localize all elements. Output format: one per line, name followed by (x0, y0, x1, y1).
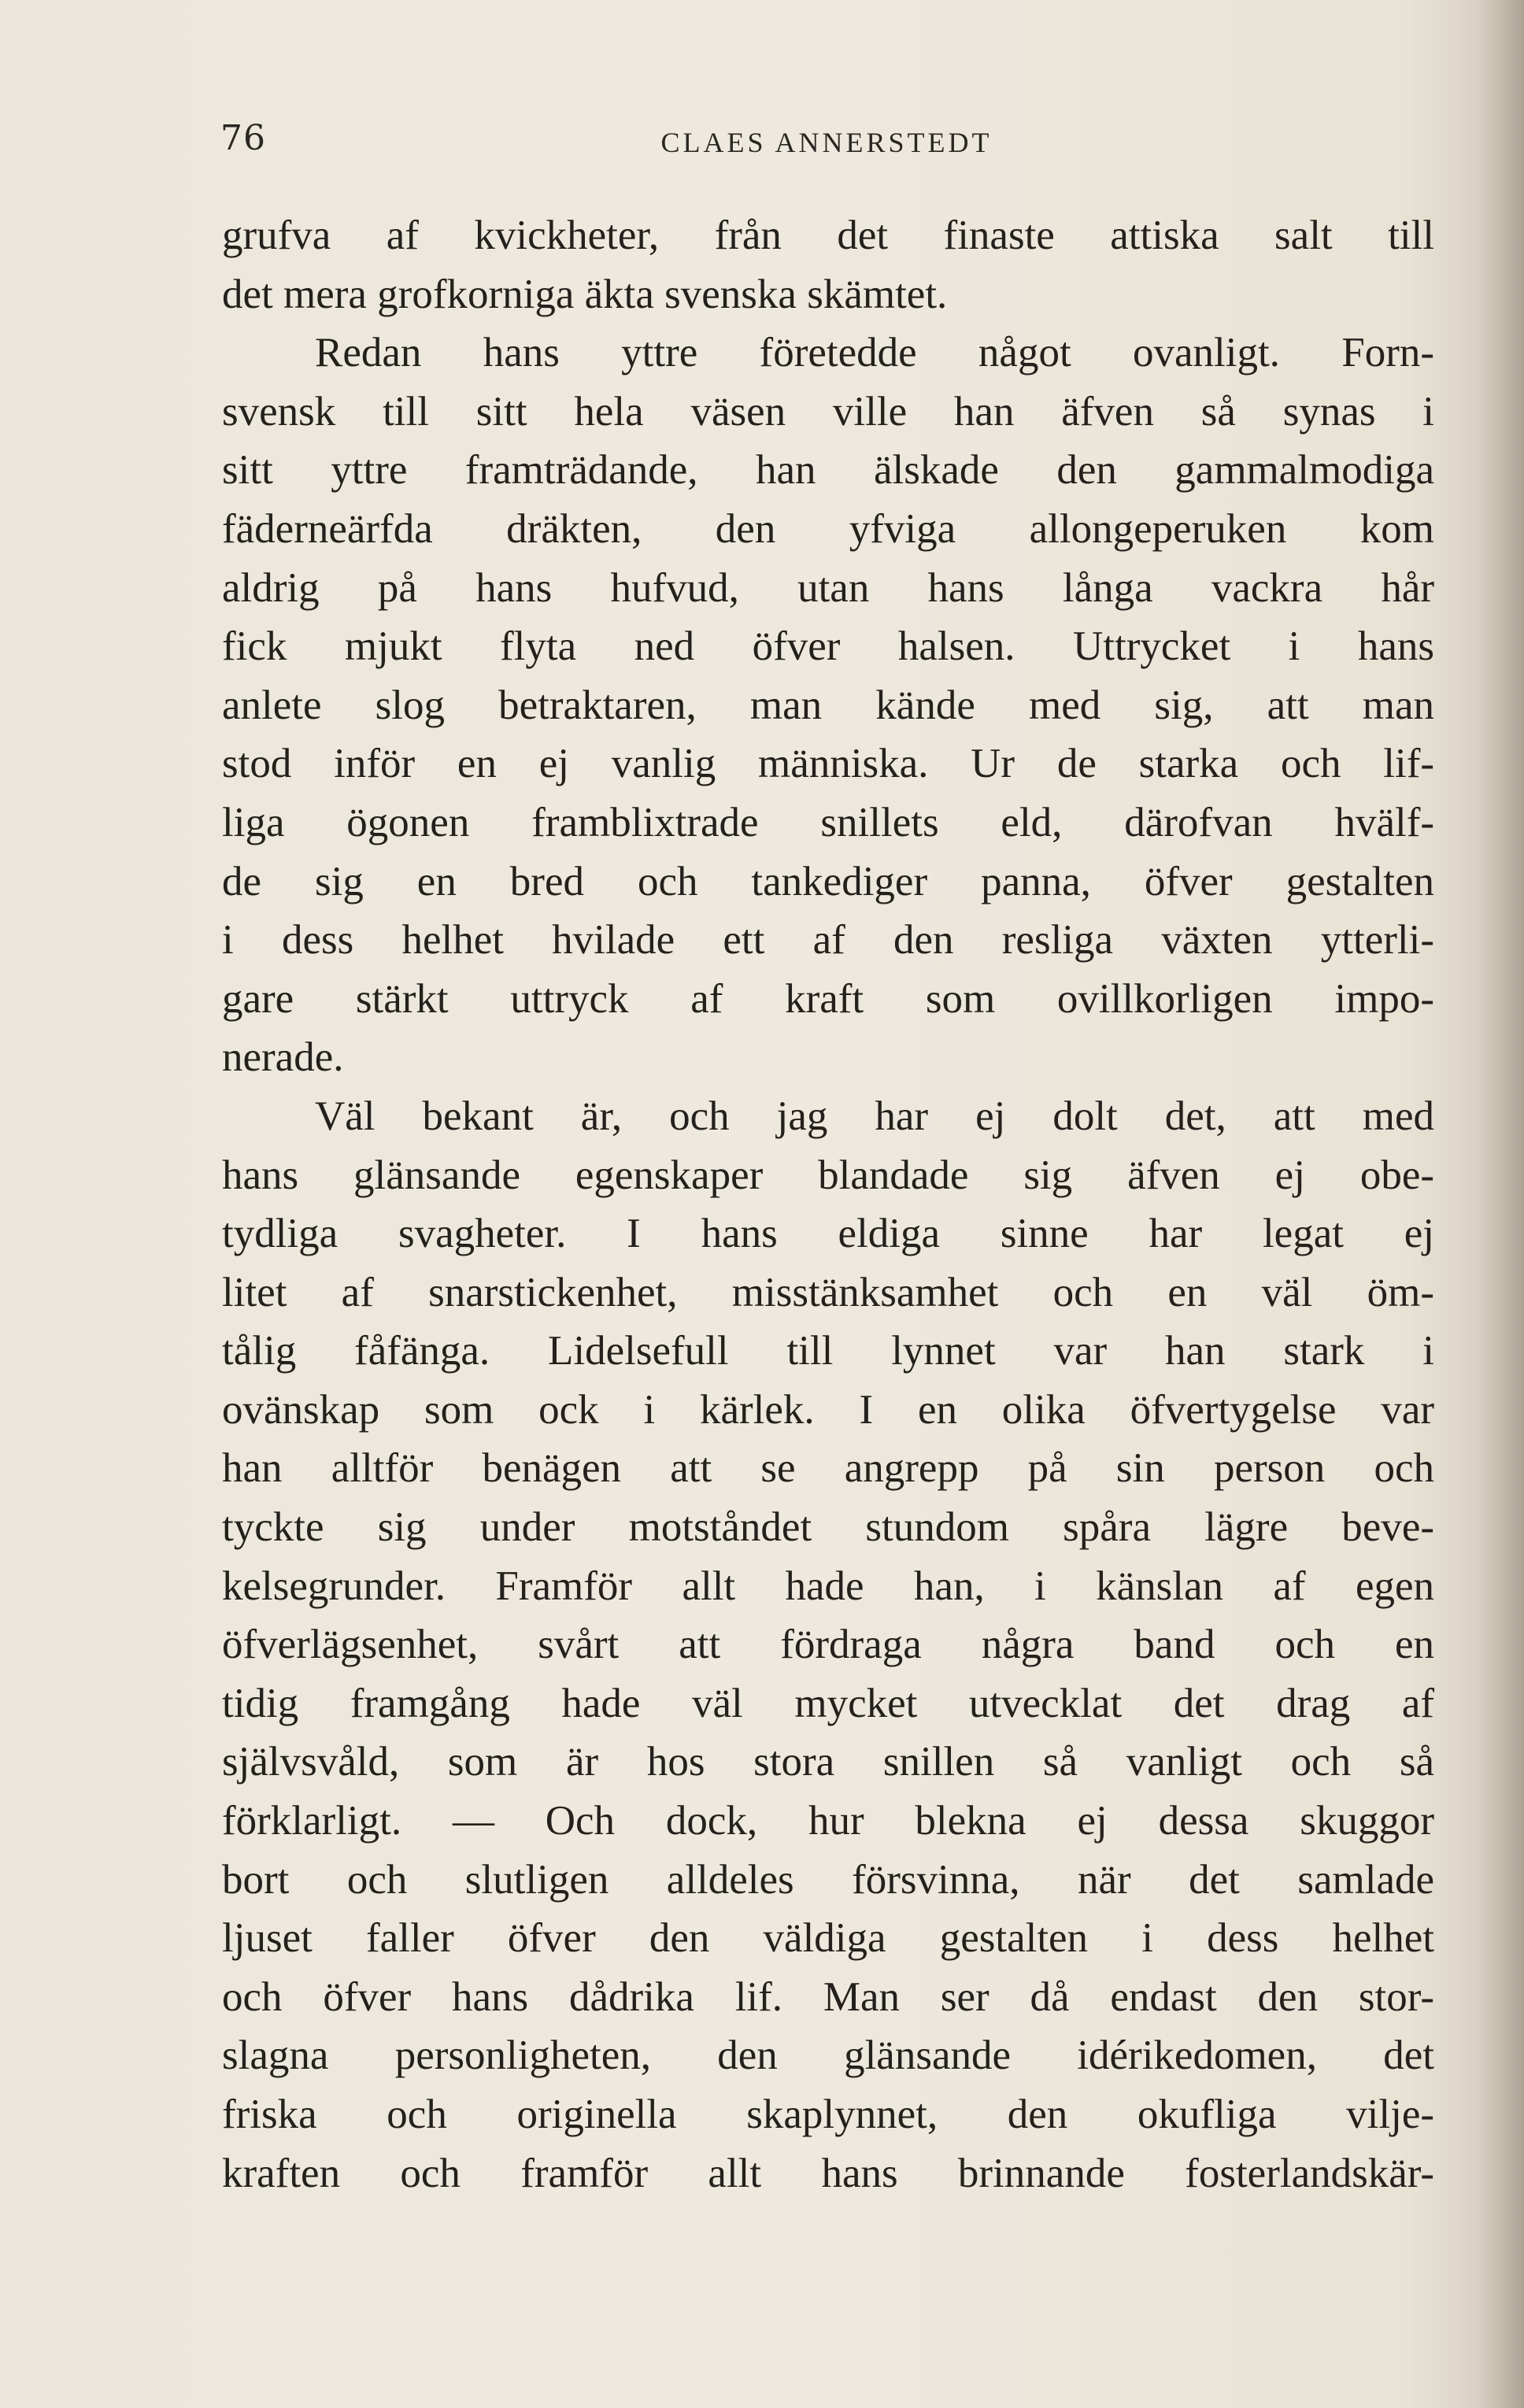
text-line: hans glänsande egenskaper blandade sig äfven ej obe- (222, 1152, 1434, 1198)
text-line: förklarligt. — Och dock, hur blekna ej dessa skuggor (222, 1798, 1434, 1844)
text-line: svensk till sitt hela väsen ville han äfven så synas i (222, 388, 1434, 435)
running-head: CLAES ANNERSTEDT (660, 127, 993, 158)
text-line: ovänskap som ock i kärlek. I en olika öfvertygelse var (222, 1386, 1434, 1433)
text-line: Väl bekant är, och jag har ej dolt det, att med (315, 1093, 1434, 1139)
body-text (222, 206, 1434, 2203)
page-number: 76 (220, 118, 266, 158)
text-line: aldrig på hans hufvud, utan hans långa vackra hår (222, 564, 1434, 611)
text-line: gare stärkt uttryck af kraft som ovillkorligen impo- (222, 975, 1434, 1022)
text-line: liga ögonen framblixtrade snillets eld, därofvan hvälf- (222, 799, 1434, 845)
text-line: det mera grofkorniga äkta svenska skämtet. (222, 271, 948, 317)
text-line: stod inför en ej vanlig människa. Ur de starka och lif- (222, 741, 1434, 787)
text-line: och öfver hans dådrika lif. Man ser då endast den stor- (222, 1973, 1434, 2020)
text-line: grufva af kvickheter, från det finaste attiska salt till (222, 213, 1434, 258)
text-line: fick mjukt flyta ned öfver halsen. Uttrycket i hans (222, 623, 1434, 670)
text-line: fäderneärfda dräkten, den yfviga allongeperuken kom (222, 505, 1434, 552)
text-line: i dess helhet hvilade ett af den resliga växten ytterli- (222, 917, 1434, 964)
text-line: slagna personligheten, den glänsande idérikedomen, det (222, 2033, 1434, 2079)
text-line: kraften och framför allt hans brinnande fosterlandskär- (222, 2150, 1434, 2196)
page-spine-shadow (1477, 0, 1524, 2408)
text-line: litet af snarstickenhet, misstänksamhet och en väl öm- (222, 1269, 1434, 1315)
text-line: tydliga svagheter. I hans eldiga sinne har legat ej (222, 1211, 1434, 1257)
text-line: han alltför benägen att se angrepp på sin person och (222, 1445, 1434, 1492)
page-header (220, 118, 1433, 181)
text-line: öfverlägsenhet, svårt att fördraga några band och en (222, 1622, 1434, 1668)
text-line: sitt yttre framträdande, han älskade den gammalmodiga (222, 447, 1434, 494)
text-line: Redan hans yttre företedde något ovanligt. Forn- (315, 330, 1434, 376)
text-line: nerade. (222, 1034, 344, 1081)
text-line: friska och originella skaplynnet, den okufliga vilje- (222, 2092, 1434, 2137)
text-line: tålig fåfänga. Lidelsefull till lynnet var han stark i (222, 1328, 1434, 1374)
text-line: anlete slog betraktaren, man kände med sig, att man (222, 682, 1434, 728)
text-line: tyckte sig under motståndet stundom spåra lägre beve- (222, 1504, 1434, 1551)
text-line: tidig framgång hade väl mycket utvecklat det drag af (222, 1680, 1434, 1726)
text-line: de sig en bred och tankediger panna, öfver gestalten (222, 858, 1434, 904)
text-line: bort och slutligen alldeles försvinna, när det samlade (222, 1856, 1434, 1903)
text-line: kelsegrunder. Framför allt hade han, i känslan af egen (222, 1563, 1434, 1609)
text-line: självsvåld, som är hos stora snillen så vanligt och så (222, 1739, 1434, 1785)
text-line: ljuset faller öfver den väldiga gestalten i dess helhet (222, 1915, 1434, 1962)
